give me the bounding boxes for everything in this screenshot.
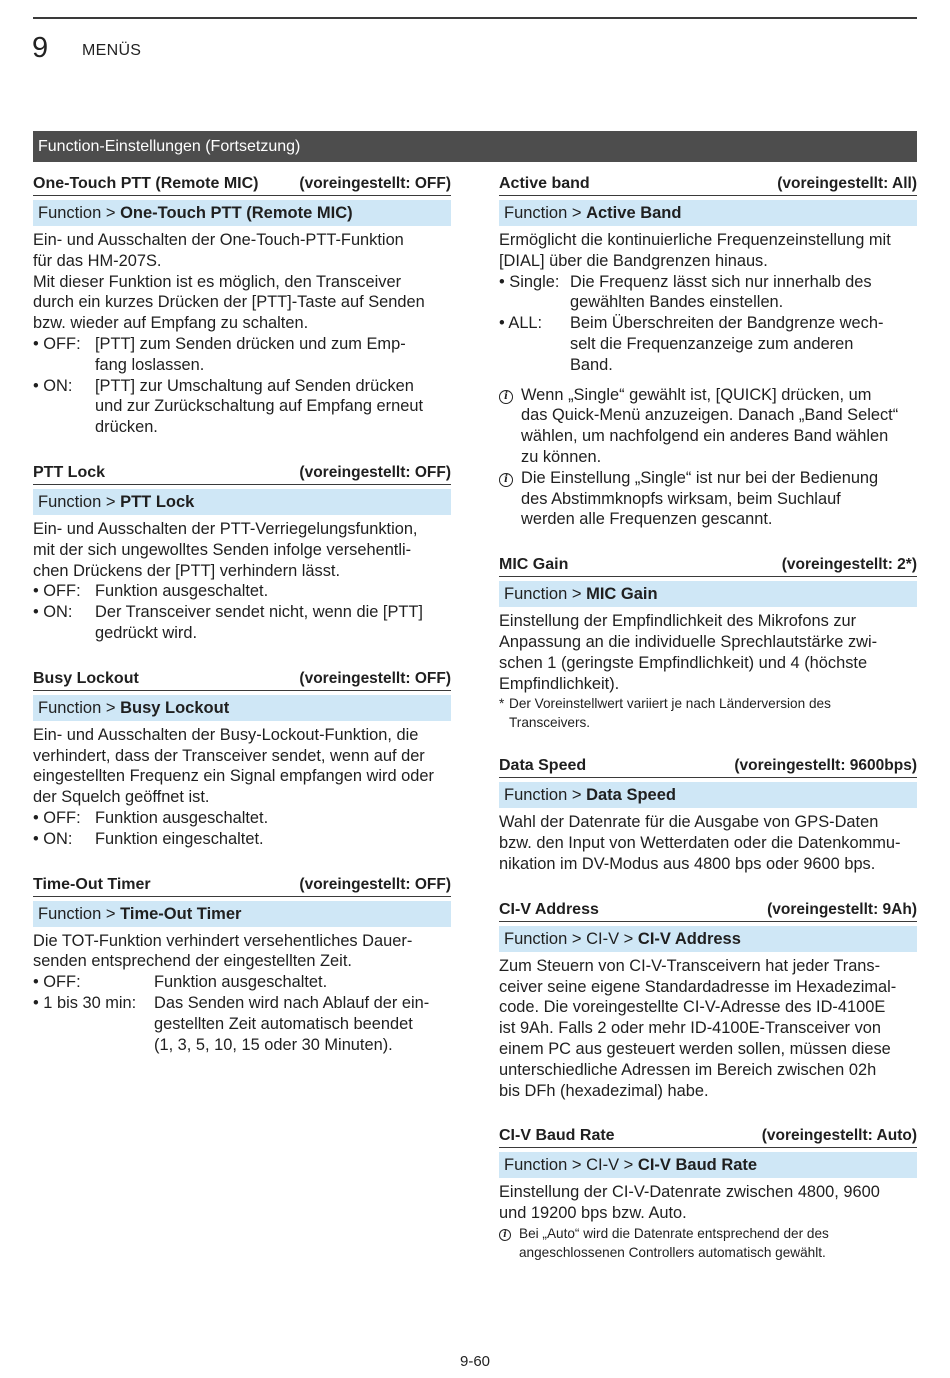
menu-path xyxy=(33,200,451,226)
option-label: • ON: xyxy=(33,376,73,395)
section-title: CI-V Address xyxy=(499,900,599,918)
body-line: Wahl der Datenrate für die Ausgabe von GPS-Daten xyxy=(499,813,879,832)
note-line: des Abstimmknopfs wirksam, beim Suchlauf xyxy=(521,489,841,508)
info-icon: i xyxy=(499,1229,511,1241)
menu-path-target: PTT Lock xyxy=(120,492,195,511)
menu-path-prefix: Function > xyxy=(504,204,587,222)
option-line: Funktion ausgeschaltet. xyxy=(95,582,269,601)
menu-path-target: CI-V Address xyxy=(637,929,741,948)
section-data-speed xyxy=(499,754,917,874)
option-item xyxy=(499,313,917,375)
body-line: ist 9Ah. Falls 2 oder mehr ID-4100E-Transceiver von xyxy=(499,1019,881,1038)
section-heading xyxy=(33,461,451,485)
body-line: der Squelch geöffnet ist. xyxy=(33,788,210,807)
body-line: Mit dieser Funktion ist es möglich, den Transceiver xyxy=(33,272,402,291)
option-item xyxy=(33,972,451,993)
section-active-band xyxy=(499,172,917,530)
option-text xyxy=(570,313,917,375)
note-line: das Quick-Menü anzuzeigen. Danach „Band Select“ xyxy=(521,406,899,425)
option-item xyxy=(33,581,451,602)
default-value: (voreingestellt: OFF) xyxy=(299,175,451,192)
body-line: bzw. den Input von Wetterdaten oder die Datenkommu- xyxy=(499,834,901,853)
option-text xyxy=(95,581,451,602)
default-value: (voreingestellt: OFF) xyxy=(299,669,451,687)
section-busy-lockout xyxy=(33,667,451,850)
section-heading xyxy=(499,1124,917,1148)
section-mic-gain xyxy=(499,553,917,732)
menu-path-prefix: Function > xyxy=(504,585,587,604)
option-label: • 1 bis 30 min: xyxy=(33,993,137,1012)
option-item xyxy=(33,808,451,829)
section-title: Data Speed xyxy=(499,757,587,775)
section-title: PTT Lock xyxy=(33,463,106,481)
menu-path-target: Time-Out Timer xyxy=(120,904,242,923)
note-line: zu können. xyxy=(521,447,602,466)
body-line: Ermöglicht die kontinuierliche Frequenzeinstellung mit xyxy=(499,231,891,249)
section-heading xyxy=(499,172,917,196)
option-line: Der Transceiver sendet nicht, wenn die [PTT] xyxy=(95,603,423,622)
section-one-touch-ptt xyxy=(33,172,451,438)
section-heading xyxy=(499,754,917,778)
info-icon: i xyxy=(499,473,513,487)
option-label: • Single: xyxy=(499,272,560,291)
menu-path-target: One-Touch PTT (Remote MIC) xyxy=(120,204,353,222)
section-title: Busy Lockout xyxy=(33,669,139,687)
option-item xyxy=(33,602,451,644)
body-line: Anpassung an die individuelle Sprechlautstärke zwi- xyxy=(499,632,878,651)
option-item xyxy=(33,334,451,376)
default-value: (voreingestellt: 2*) xyxy=(781,556,917,574)
note-line: angeschlossenen Controllers automatisch gewählt. xyxy=(519,1244,826,1260)
footnote-mark: * xyxy=(499,696,505,712)
option-text xyxy=(95,602,451,644)
menu-path-prefix: Function > CI-V > xyxy=(504,1156,638,1175)
default-value: (voreingestellt: 9600bps) xyxy=(734,757,917,775)
menu-path xyxy=(33,695,451,721)
section-title: MIC Gain xyxy=(499,556,569,574)
body-line: bzw. wieder auf Empfang zu schalten. xyxy=(33,314,309,333)
option-line: gestellten Zeit automatisch beendet xyxy=(154,1014,413,1033)
body-line: Einstellung der CI-V-Datenrate zwischen 4800, 9600 xyxy=(499,1183,880,1202)
option-line: Die Frequenz lässt sich nur innerhalb des xyxy=(570,272,872,291)
note-text xyxy=(521,385,917,468)
note-text xyxy=(519,1224,829,1262)
menu-path-prefix: Function > xyxy=(504,786,587,805)
section-civ-address xyxy=(499,898,917,1102)
option-item xyxy=(33,993,451,1055)
menu-path xyxy=(499,926,917,952)
option-text xyxy=(95,808,451,829)
menu-path xyxy=(499,200,917,226)
body-line: Ein- und Ausschalten der PTT-Verriegelungsfunktion, xyxy=(33,519,418,538)
option-line: Funktion ausgeschaltet. xyxy=(154,973,328,992)
body-line: Einstellung der Empfindlichkeit des Mikrofons zur xyxy=(499,612,857,631)
body-line: einem PC aus gesteuert werden sollen, müssen diese xyxy=(499,1039,891,1058)
option-text xyxy=(570,272,917,314)
footnote-line: Transceivers. xyxy=(509,715,591,731)
menu-path-target: CI-V Baud Rate xyxy=(637,1156,758,1175)
option-line: gedrückt wird. xyxy=(95,623,198,642)
section-banner: Function-Einstellungen (Fortsetzung) xyxy=(33,131,917,162)
note-line: Bei „Auto“ wird die Datenrate entsprechend der des xyxy=(519,1225,829,1241)
option-item xyxy=(33,829,451,850)
footnote-text xyxy=(509,694,831,732)
info-icon: i xyxy=(499,390,513,404)
body-line: ceiver seine eigene Standardadresse im Hexadezimal- xyxy=(499,977,897,996)
default-value: (voreingestellt: 9Ah) xyxy=(767,900,917,918)
menu-path-target: Busy Lockout xyxy=(120,698,230,717)
footnote-line: Der Voreinstellwert variiert je nach Länderversion des xyxy=(509,696,831,712)
body-line: Die TOT-Funktion verhindert versehentliches Dauer- xyxy=(33,931,413,950)
page-number: 9-60 xyxy=(459,1353,491,1370)
default-value: (voreingestellt: OFF) xyxy=(299,463,451,481)
menu-path xyxy=(33,489,451,515)
menu-path xyxy=(499,1152,917,1178)
body-line: [DIAL] über die Bandgrenzen hinaus. xyxy=(499,251,768,270)
menu-path xyxy=(33,901,451,927)
chapter-number: 9 xyxy=(32,32,49,64)
section-heading xyxy=(499,553,917,577)
option-line: Band. xyxy=(570,355,613,374)
body-line: verhindert, dass der Transceiver sendet, wenn auf der xyxy=(33,746,425,765)
section-heading xyxy=(499,898,917,922)
info-note xyxy=(499,1224,917,1262)
note-line: wählen, um nachfolgend ein anderes Band wählen xyxy=(521,427,889,446)
section-heading xyxy=(33,873,451,897)
note-line: Wenn „Single“ gewählt ist, [QUICK] drücken, um xyxy=(521,385,872,404)
default-value: (voreingestellt: OFF) xyxy=(299,875,451,893)
option-line: [PTT] zur Umschaltung auf Senden drücken xyxy=(95,376,414,395)
note-line: werden alle Frequenzen gescannt. xyxy=(521,510,773,529)
body-line: schen 1 (geringste Empfindlichkeit) und 4 (höchste xyxy=(499,653,868,672)
option-label: • OFF: xyxy=(33,334,81,353)
body-line: unterschiedliche Adressen im Bereich zwischen 02h xyxy=(499,1060,877,1079)
section-time-out-timer xyxy=(33,873,451,1056)
section-civ-baud-rate xyxy=(499,1124,917,1262)
menu-path-target: MIC Gain xyxy=(586,585,658,604)
option-line: [PTT] zum Senden drücken und zum Emp- xyxy=(95,334,406,353)
option-text xyxy=(154,972,451,993)
menu-path-prefix: Function > CI-V > xyxy=(504,929,638,948)
default-value: (voreingestellt: All) xyxy=(777,175,917,192)
note-line: Die Einstellung „Single“ ist nur bei der Bedienung xyxy=(521,468,879,487)
menu-path-prefix: Function > xyxy=(38,698,121,717)
section-heading xyxy=(33,667,451,691)
section-title: CI-V Baud Rate xyxy=(499,1127,615,1145)
option-line: (1, 3, 5, 10, 15 oder 30 Minuten). xyxy=(154,1035,393,1054)
body-line: und 19200 bps bzw. Auto. xyxy=(499,1204,687,1223)
left-column xyxy=(33,172,451,1079)
section-ptt-lock xyxy=(33,461,451,644)
option-line: drücken. xyxy=(95,418,158,437)
menu-path-target: Data Speed xyxy=(586,786,676,805)
body-line: Zum Steuern von CI-V-Transceivern hat jeder Trans- xyxy=(499,956,881,975)
body-line: nikation im DV-Modus aus 4800 bps oder 9600 bps. xyxy=(499,854,876,873)
default-value: (voreingestellt: Auto) xyxy=(761,1127,917,1145)
option-line: und zur Zurückschaltung auf Empfang erneut xyxy=(95,397,424,416)
body-line: mit der sich ungewolltes Senden infolge versehentli- xyxy=(33,540,412,559)
menu-path-target: Active Band xyxy=(586,204,682,222)
option-text xyxy=(95,376,451,438)
menu-path-prefix: Function > xyxy=(38,904,121,923)
option-item xyxy=(499,272,917,314)
option-line: Beim Überschreiten der Bandgrenze wech- xyxy=(570,314,884,333)
section-title: Active band xyxy=(499,175,590,192)
note-text xyxy=(521,468,917,530)
option-line: Das Senden wird nach Ablauf der ein- xyxy=(154,993,430,1012)
option-label: • ON: xyxy=(33,829,73,848)
option-line: gewählten Bandes einstellen. xyxy=(570,293,784,312)
body-line: code. Die voreingestellte CI-V-Adresse des ID-4100E xyxy=(499,998,886,1017)
menu-path-prefix: Function > xyxy=(38,204,121,222)
option-line: Funktion ausgeschaltet. xyxy=(95,808,269,827)
info-note xyxy=(499,385,917,468)
option-line: fang loslassen. xyxy=(95,355,205,374)
option-label: • OFF: xyxy=(33,973,81,992)
option-label: • OFF: xyxy=(33,582,81,601)
option-line: Funktion eingeschaltet. xyxy=(95,829,264,848)
menu-path xyxy=(499,581,917,607)
section-heading xyxy=(33,172,451,196)
body-line: für das HM-207S. xyxy=(33,251,162,270)
option-text xyxy=(95,334,451,376)
menu-path xyxy=(499,782,917,808)
option-label: • OFF: xyxy=(33,808,81,827)
body-line: Ein- und Ausschalten der One-Touch-PTT-Funktion xyxy=(33,231,404,249)
top-rule xyxy=(33,17,917,19)
menu-path-prefix: Function > xyxy=(38,492,121,511)
option-item xyxy=(33,376,451,438)
info-note xyxy=(499,468,917,530)
right-column xyxy=(499,172,917,1286)
body-line: durch ein kurzes Drücken der [PTT]-Taste auf Senden xyxy=(33,293,425,312)
option-line: selt die Frequenzanzeige zum anderen xyxy=(570,334,854,353)
body-line: eingestellten Frequenz ein Signal empfangen wird oder xyxy=(33,767,434,786)
body-line: chen Drückens der [PTT] verhindern lässt. xyxy=(33,561,340,580)
footnote xyxy=(499,694,917,732)
chapter-title: MENÜS xyxy=(82,42,142,59)
option-label: • ALL: xyxy=(499,314,543,333)
body-line: senden entsprechend der eingestellten Zeit. xyxy=(33,952,352,971)
option-label: • ON: xyxy=(33,603,73,622)
body-line: bis DFh (hexadezimal) habe. xyxy=(499,1081,709,1100)
body-line: Empfindlichkeit). xyxy=(499,674,620,693)
section-title: One-Touch PTT (Remote MIC) xyxy=(33,175,259,192)
option-text xyxy=(95,829,451,850)
option-text xyxy=(154,993,451,1055)
body-line: Ein- und Ausschalten der Busy-Lockout-Funktion, die xyxy=(33,725,419,744)
section-title: Time-Out Timer xyxy=(33,875,151,893)
